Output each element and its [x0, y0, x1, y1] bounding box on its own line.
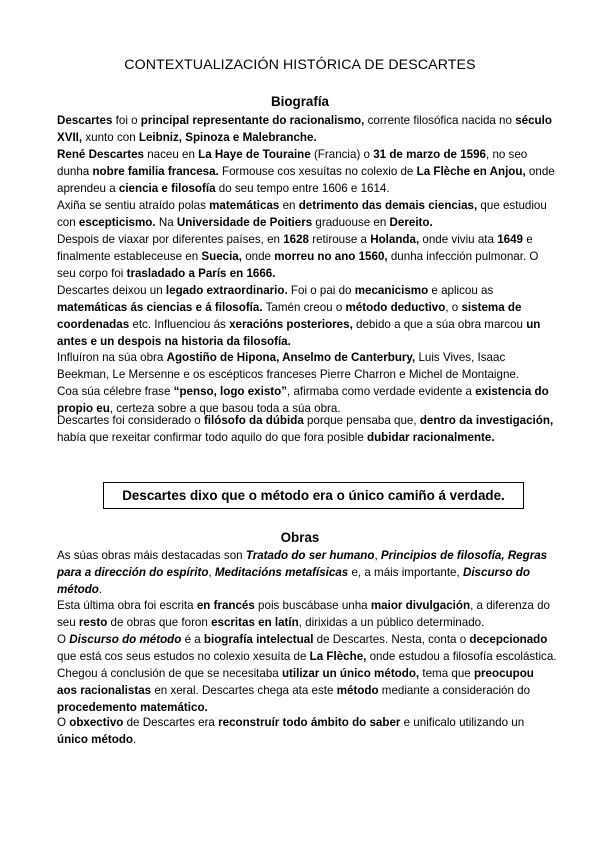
text-run: do seu tempo entre 1606 e 1614. [215, 181, 390, 195]
text-run: , no seo dunha [57, 148, 528, 178]
bold-run: ciencia e filosofía [118, 181, 216, 195]
section-heading-obras: Obras [280, 530, 320, 545]
text-run: , o [445, 300, 462, 314]
text-run: que estudiou con [57, 199, 547, 229]
paragraph [57, 198, 557, 232]
bold-run: principal representante do racionalismo, [140, 114, 365, 127]
bold-run: mecanicismo [354, 284, 429, 297]
text-run: Descartes deixou un [57, 284, 166, 297]
text-run: onde [241, 249, 275, 263]
text-run: O [57, 633, 70, 646]
text-run: etc. Influenciou ás [129, 317, 230, 331]
text-run: pois buscábase unha [254, 599, 371, 612]
bold-run: Universidade de Poitiers [176, 215, 313, 229]
emphasis-text: Tratado do ser humano [245, 549, 375, 562]
text-run: naceu en [144, 148, 199, 161]
text-run: en xeral. Descartes chega ata este [151, 683, 337, 697]
bold-run: século XVII, [57, 114, 552, 144]
bold-run: 1628 [283, 233, 309, 246]
method-quote-box [103, 482, 524, 509]
paragraph [57, 113, 557, 147]
text-run: retirouse a [309, 233, 371, 246]
bold-run: método [336, 683, 379, 697]
paragraph [57, 232, 557, 283]
bold-run: escepticismo. [78, 215, 156, 229]
text-run: , dirixidas a un público determinado. [298, 615, 485, 629]
bold-run: La Haye de Touraine [198, 148, 311, 161]
text-run: Foi o pai do [287, 284, 355, 297]
text-run: tema que [419, 666, 474, 680]
method-quote: Descartes dixo que o método era o único camiño á verdade. [122, 488, 505, 503]
text-run: (Francia) o [310, 148, 374, 161]
bold-run: reconstruír todo ámbito do saber [218, 716, 401, 729]
text-run: , [208, 565, 215, 579]
text-run: debido a que a súa obra marcou [352, 317, 527, 331]
text-run: de Descartes. Nesta, conta o [313, 633, 470, 646]
text-run: de obras que foron [107, 615, 212, 629]
text-run: . [98, 582, 103, 596]
bold-run: “penso, logo existo” [173, 385, 288, 398]
bold-run: Agostiño de Hipona, Anselmo de Canterbury, [166, 351, 416, 364]
emphasis-text: Discurso do método [69, 633, 182, 646]
bold-run: trasladado a París en 1666. [126, 266, 276, 280]
bold-run: biografía intelectual [203, 633, 314, 646]
text-run: e unificalo utilizando un [400, 716, 525, 729]
bold-run: Suecia, [201, 249, 242, 263]
bold-run: resto [78, 615, 108, 629]
text-run: Tamén creou o [262, 300, 346, 314]
text-run: en [279, 199, 299, 212]
text-run: Na [155, 215, 177, 229]
paragraph [57, 632, 557, 717]
text-run: e aplicou as [428, 284, 494, 297]
text-run: e finalmente estableceuse en [57, 233, 533, 263]
bold-run: obxectivo [69, 716, 124, 729]
text-run: dunha infección pulmonar. O seu corpo foi [57, 249, 539, 280]
bold-run: maior divulgación [370, 599, 471, 612]
emphasis-text: Principios de filosofía, Regras para a dirección do espírito [57, 549, 548, 579]
section-heading-biografia: Biografía [270, 94, 330, 109]
bold-italic-run [246, 549, 375, 562]
text-run: Formouse cos xesuítas no colexio de [218, 164, 417, 178]
text-run: O [57, 716, 70, 729]
bold-run: 31 de marzo de 1596 [373, 148, 486, 161]
bold-run: matemáticas [209, 199, 280, 212]
bold-run: sistema de coordenadas [57, 300, 522, 331]
bold-run: método deductivo [345, 300, 446, 314]
text-run: Coa súa célebre frase [57, 385, 174, 398]
bold-run: La Flèche en Anjou, [416, 164, 526, 178]
text-run: As súas obras máis destacadas son [57, 549, 246, 562]
text-run: é a [181, 633, 204, 646]
bold-run: xeracións posteriores, [229, 317, 353, 331]
bold-run: Leibniz, Spinoza e Malebranche. [138, 130, 317, 144]
paragraph [57, 350, 557, 384]
paragraph [57, 598, 557, 632]
text-run: xunto con [82, 130, 139, 144]
text-run: había que rexeitar confirmar todo aquilo do que fora posible [57, 430, 368, 444]
text-run: , afirmaba como verdade evidente a [287, 385, 476, 398]
text-run: , [374, 549, 381, 562]
emphasis-text: Meditacións metafísicas [214, 565, 349, 579]
text-run: Luis Vives, Isaac Beekman, Le Mersenne e os escépticos franceses Pierre Charron e Michel de Montaigne. [57, 351, 520, 381]
bold-run: Dereito. [389, 215, 433, 229]
text-run: graduouse en [312, 215, 390, 229]
bold-run: existencia do propio eu [57, 385, 549, 415]
bold-run: legado extraordinario. [165, 284, 288, 297]
text-run: onde estudou a filosofía escolástica. Chegou á conclusión de que se necesitaba [57, 649, 557, 680]
bold-run: preocupou aos racionalistas [57, 666, 534, 697]
text-run: que está cos seus estudos no colexio xesuíta de [57, 649, 310, 663]
bold-run: morreu no ano 1560, [274, 249, 388, 263]
bold-run: matemáticas ás ciencias e á filosofía. [57, 300, 263, 314]
bold-run: escritas en latín [211, 615, 299, 629]
text-run: onde aprendeu a [57, 164, 555, 195]
bold-run: Holanda, [370, 233, 420, 246]
text-run: corrente filosófica nacida no [364, 114, 516, 127]
bold-italic-run [69, 633, 181, 646]
document-title: CONTEXTUALIZACIÓN HISTÓRICA DE DESCARTES [124, 57, 476, 73]
bold-run: La Flèche, [309, 649, 367, 663]
emphasis-text: Discurso do método [57, 565, 530, 596]
text-run: , certeza sobre a que basou toda a súa obra. [109, 401, 341, 415]
bold-run: nobre familia francesa. [92, 164, 219, 178]
bold-run: 1649 [497, 233, 523, 246]
bold-run: utilizar un único método, [281, 666, 420, 680]
bold-run: dubidar racionalmente. [367, 430, 495, 444]
text-run: Axiña se sentiu atraído polas [57, 199, 210, 212]
bold-run: filósofo da dúbida [203, 414, 304, 427]
paragraph [57, 147, 557, 198]
bold-run: único método [57, 732, 133, 746]
bold-run: procedemento matemático. [57, 700, 208, 714]
text-run: Influíron na súa obra [57, 351, 167, 364]
text-run: Descartes foi considerado o [57, 414, 204, 427]
text-run: mediante a consideración do [378, 683, 531, 697]
paragraph [57, 715, 557, 749]
text-run: foi o [112, 114, 141, 127]
paragraph [57, 283, 557, 351]
paragraph [57, 413, 557, 447]
bold-run: dentro da investigación, [419, 414, 554, 427]
bold-italic-run [215, 566, 348, 579]
text-run: porque pensaba que, [303, 414, 420, 427]
text-run: Esta última obra foi escrita [57, 599, 197, 612]
text-run: Despois de viaxar por diferentes países, en [57, 233, 284, 246]
bold-run: un antes e un despois na historia da filosofía. [57, 317, 541, 348]
bold-run: detrimento das demais ciencias, [298, 199, 478, 212]
bold-run: decepcionado [469, 633, 548, 646]
paragraph [57, 548, 557, 599]
bold-run: en francés [196, 599, 255, 612]
text-run: , a diferenza do seu [57, 599, 551, 629]
text-run: . [133, 732, 137, 746]
text-run: onde viviu ata [419, 233, 498, 246]
text-run: de Descartes era [123, 716, 219, 729]
bold-run: René Descartes [57, 148, 145, 161]
bold-run: Descartes [57, 114, 113, 127]
text-run: e, a máis importante, [348, 565, 463, 579]
